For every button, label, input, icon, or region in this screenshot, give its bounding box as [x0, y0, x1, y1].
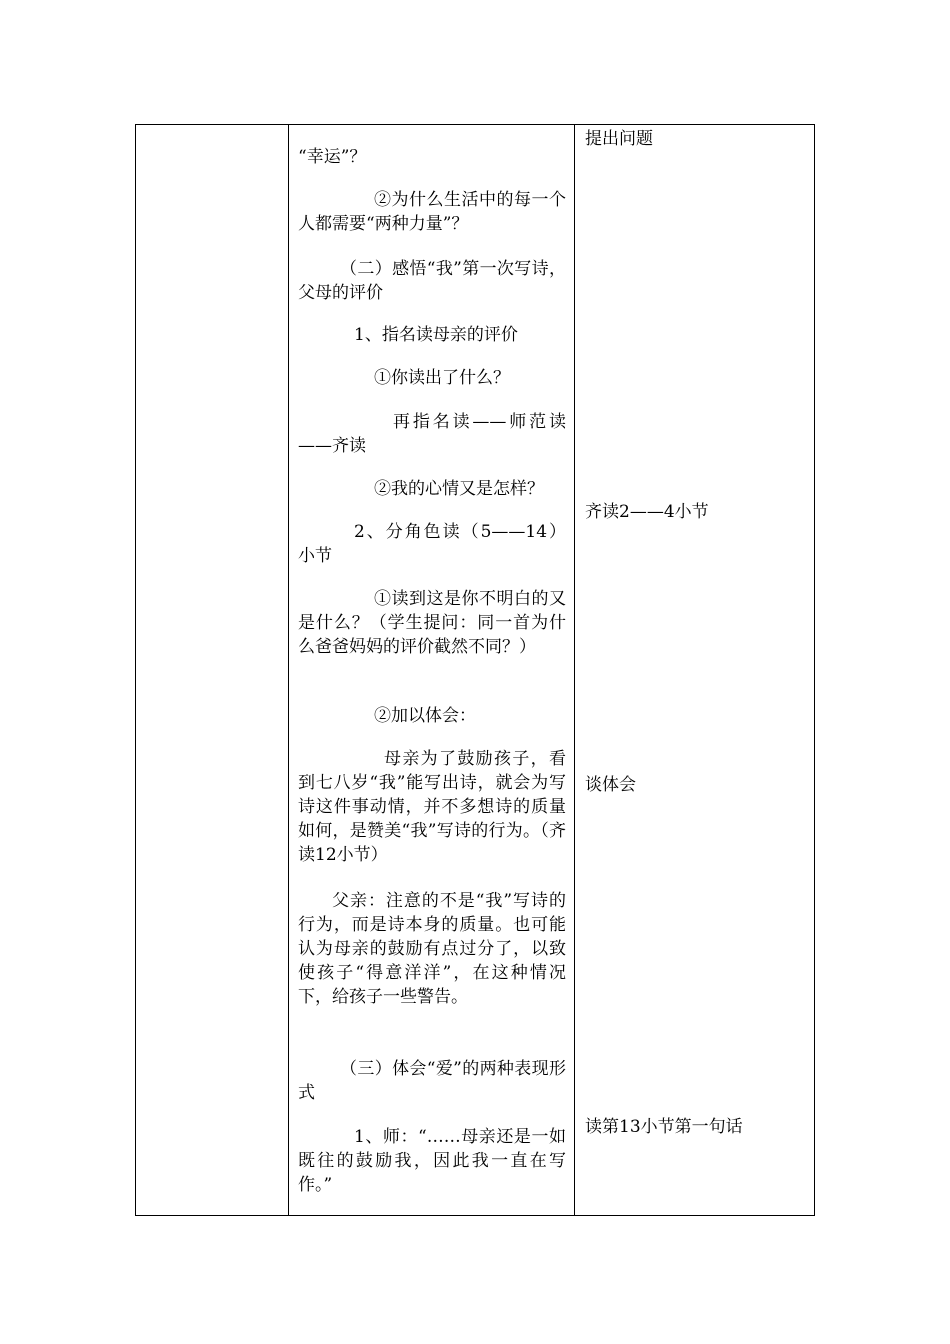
activity-note: 提出问题: [585, 129, 653, 149]
paragraph: 母亲为了鼓励孩子，看到七八岁“我”能写出诗，就会为写诗这件事动情，并不多想诗的质量如何，是赞美“我”写诗的行为。（齐读12小节）: [298, 749, 566, 865]
column-divider: [288, 125, 289, 1215]
section-heading: （二）感悟“我”第一次写诗，父母的评价: [298, 259, 566, 303]
paragraph: ②我的心情又是怎样？: [374, 479, 544, 499]
paragraph: 父亲：注意的不是“我”写诗的行为，而是诗本身的质量。也可能认为母亲的鼓励有点过分了，以致使孩子“得意洋洋”，在这种情况下，给孩子一些警告。: [298, 891, 566, 1007]
activity-note: 读第13小节第一句话: [585, 1117, 743, 1137]
paragraph: 1、师：“……母亲还是一如既往的鼓励我，因此我一直在写作。”: [298, 1127, 566, 1195]
paragraph: ①你读出了什么？: [374, 368, 510, 388]
column-divider: [574, 125, 575, 1215]
paragraph: 再指名读——师范读——齐读: [298, 412, 566, 456]
left-column-cell: [136, 125, 288, 1215]
activity-note: 谈体会: [585, 775, 636, 795]
paragraph: 1、指名读母亲的评价: [354, 325, 518, 345]
paragraph: 2、分角色读（5——14）小节: [298, 522, 566, 566]
lesson-plan-table: [135, 124, 815, 1216]
activity-note: 齐读2——4小节: [585, 502, 709, 522]
section-heading: （三）体会“爱”的两种表现形式: [298, 1059, 566, 1103]
teaching-process-cell: [298, 125, 566, 1215]
paragraph: “幸运”？: [298, 147, 367, 167]
student-activity-cell: [585, 125, 810, 1215]
paragraph: ②加以体会：: [374, 706, 476, 726]
paragraph: ①读到这是你不明白的又是什么？（学生提问：同一首为什么爸爸妈妈的评价截然不同？）: [298, 589, 566, 657]
paragraph: ②为什么生活中的每一个人都需要“两种力量”？: [298, 190, 566, 234]
